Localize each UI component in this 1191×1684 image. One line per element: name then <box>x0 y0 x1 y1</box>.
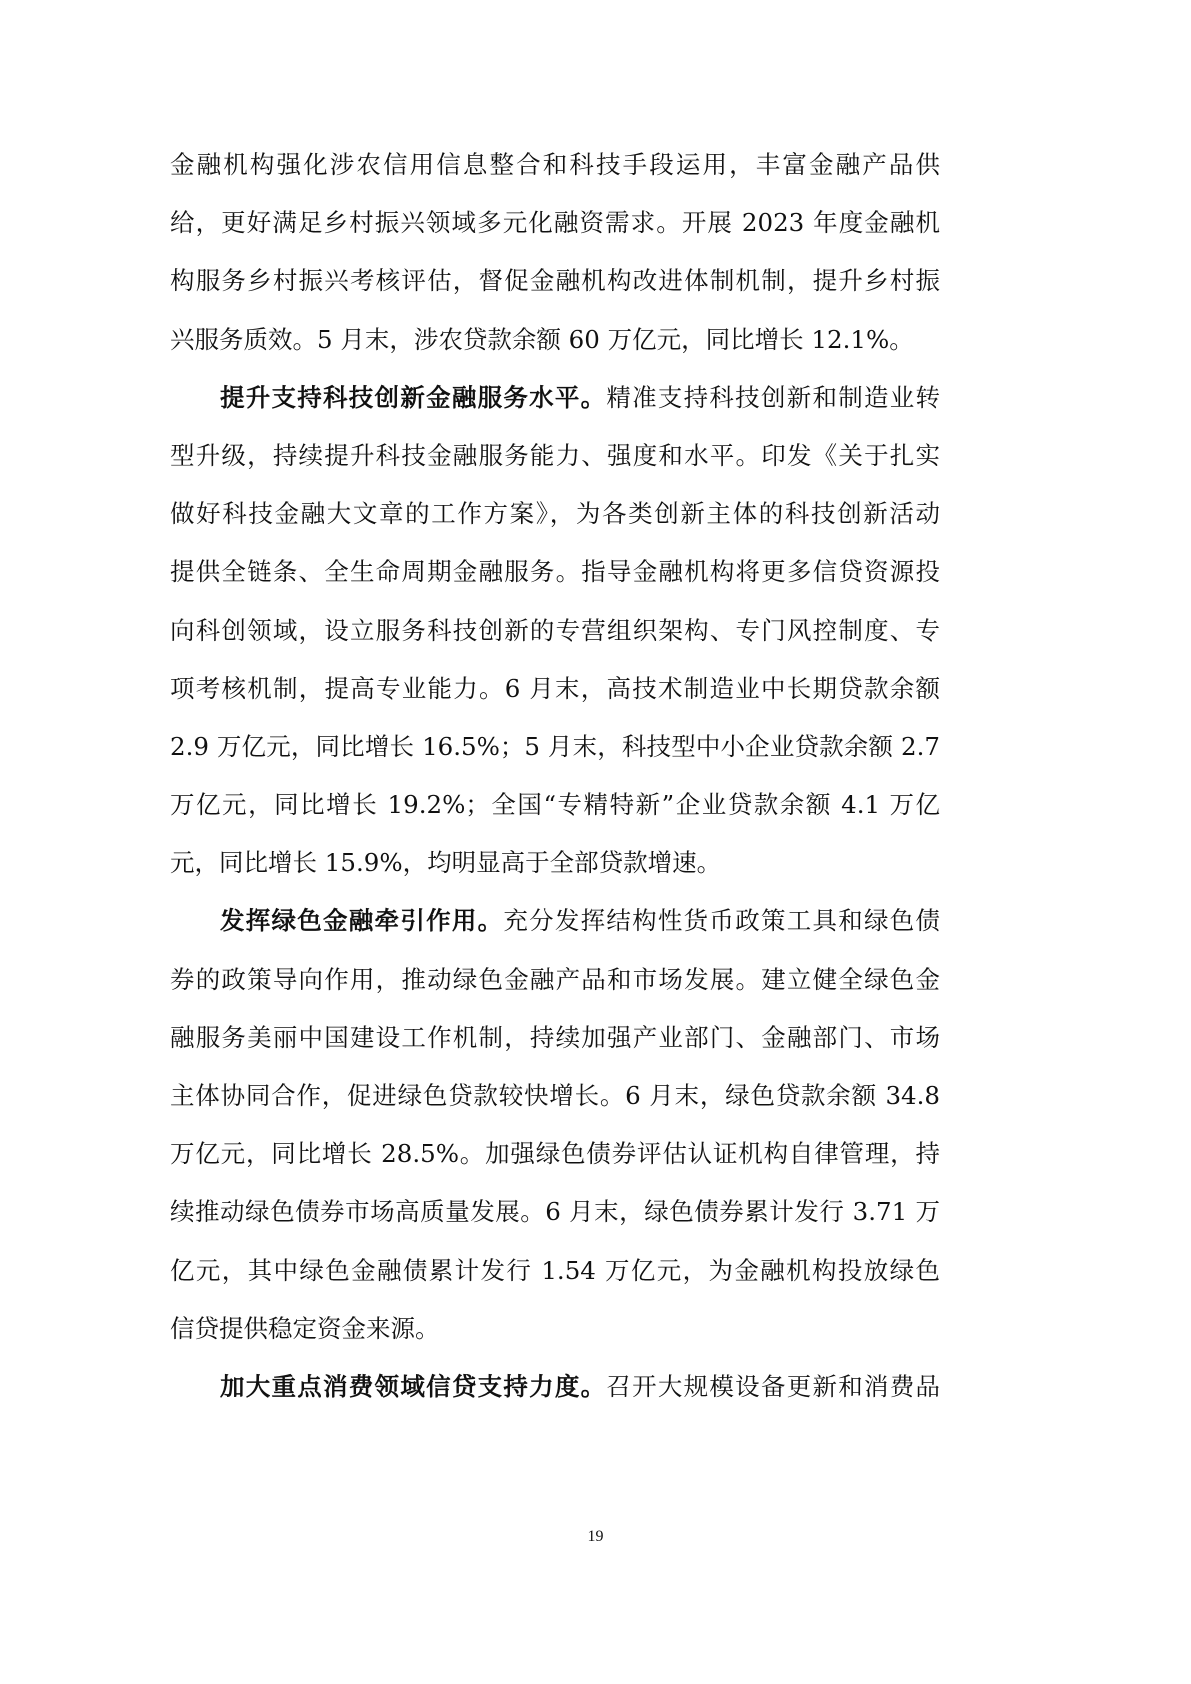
paragraph-heading: 加大重点消费领域信贷支持力度。 <box>220 1371 607 1401</box>
text-line: 做好科技金融大文章的工作方案》，为各类创新主体的科技创新活动 <box>170 499 940 529</box>
text-run: 充分发挥结构性货币政策工具和绿色债 <box>503 906 940 936</box>
text-line: 券的政策导向作用，推动绿色金融产品和市场发展。建立健全绿色金 <box>170 964 940 994</box>
text-line: 型升级，持续提升科技金融服务能力、强度和水平。印发《关于扎实 <box>170 440 940 470</box>
paragraph <box>170 892 940 1358</box>
text-line <box>170 1358 940 1416</box>
text-line: 提供全链条、全生命周期金融服务。指导金融机构将更多信贷资源投 <box>170 557 940 587</box>
text-line <box>170 892 940 950</box>
text-line: 向科创领域，设立服务科技创新的专营组织架构、专门风控制度、专 <box>170 615 940 645</box>
text-line: 金融机构强化涉农信用信息整合和科技手段运用，丰富金融产品供 <box>170 150 940 179</box>
text-line: 兴服务质效。5 月末，涉农贷款余额 60 万亿元，同比增长 12.1%。 <box>170 324 914 354</box>
text-line: 构服务乡村振兴考核评估，督促金融机构改进体制机制，提升乡村振 <box>170 266 940 296</box>
paragraph-heading: 提升支持科技创新金融服务水平。 <box>220 382 607 412</box>
text-line: 2.9 万亿元，同比增长 16.5%；5 月末，科技型中小企业贷款余额 2.7 <box>170 731 940 761</box>
text-line: 万亿元，同比增长 28.5%。加强绿色债券评估认证机构自律管理，持 <box>170 1139 940 1169</box>
text-line <box>170 369 940 427</box>
paragraph-heading: 发挥绿色金融牵引作用。 <box>220 906 504 936</box>
paragraph <box>170 1358 940 1416</box>
text-line: 融服务美丽中国建设工作机制，持续加强产业部门、金融部门、市场 <box>170 1022 940 1052</box>
document-body <box>170 136 940 1416</box>
text-line: 主体协同合作，促进绿色贷款较快增长。6 月末，绿色贷款余额 34.8 <box>170 1081 940 1110</box>
text-run: 精准支持科技创新和制造业转 <box>606 382 940 412</box>
text-line: 元，同比增长 15.9%，均明显高于全部贷款增速。 <box>170 848 722 878</box>
text-line: 亿元，其中绿色金融债累计发行 1.54 万亿元，为金融机构投放绿色 <box>170 1255 940 1285</box>
paragraph <box>170 136 940 369</box>
text-line: 给，更好满足乡村振兴领域多元化融资需求。开展 2023 年度金融机 <box>170 208 940 238</box>
text-run: 召开大规模设备更新和消费品 <box>606 1371 940 1401</box>
paragraph <box>170 369 940 893</box>
text-line: 万亿元，同比增长 19.2%；全国“专精特新”企业贷款余额 4.1 万亿 <box>170 790 940 820</box>
page-number: 19 <box>587 1528 604 1545</box>
text-line: 续推动绿色债券市场高质量发展。6 月末，绿色债券累计发行 3.71 万 <box>170 1197 940 1227</box>
text-line: 信贷提供稳定资金来源。 <box>170 1313 440 1343</box>
text-line: 项考核机制，提高专业能力。6 月末，高技术制造业中长期贷款余额 <box>170 673 940 703</box>
